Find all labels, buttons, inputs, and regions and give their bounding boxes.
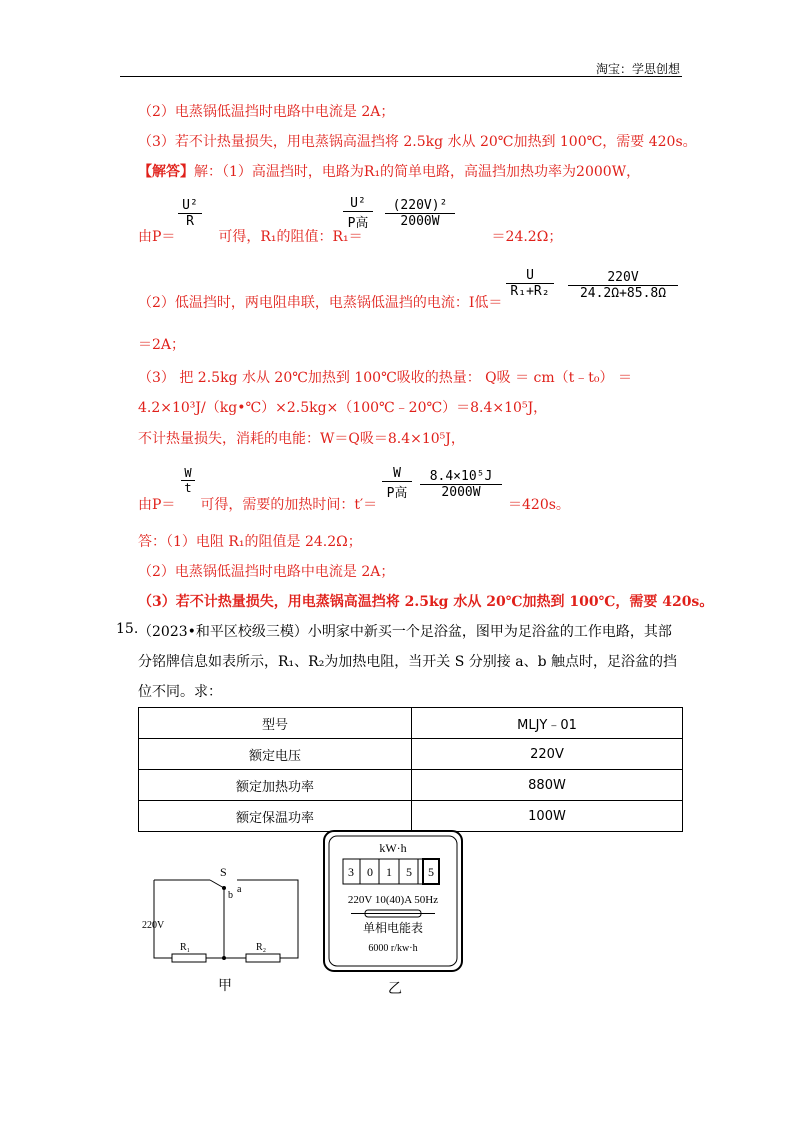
formula-2-line (138, 292, 502, 312)
formula-1-fraction (178, 198, 202, 229)
table-row (139, 739, 683, 770)
formula-1-result: ＝24.2Ω； (491, 229, 563, 245)
meter-caption: 乙 (388, 982, 402, 997)
formula-1-mid: 可得，R₁的阻值：R₁＝ (218, 229, 363, 245)
meter-name: 单相电能表 (362, 921, 424, 935)
table-cell: 型号 (139, 708, 412, 739)
part-3-line-3: 不计热量损失，消耗的电能：W＝Q吸＝8.4×10⁵J， (138, 431, 465, 447)
meter-constant: 6000 r/kw·h (368, 943, 418, 954)
answer-summary-1: 答：（1）电阻 R₁的阻值是 24.2Ω； (138, 534, 362, 550)
answer-summary-2: （2）电蒸锅低温挡时电路中电流是 2A； (138, 564, 395, 580)
formula-1-denominator: R (186, 214, 194, 229)
formula-2-denominator: R₁+R₂ (510, 284, 550, 299)
question-number: 15. (116, 621, 139, 637)
formula-1-prefix: 由P＝ (138, 229, 176, 245)
formula-2b-denominator: 24.2Ω+85.8Ω (579, 286, 667, 301)
energy-meter (323, 830, 463, 1000)
solution-tag: 【解答】 (138, 164, 194, 180)
formula-3-prefix: 由P＝ (138, 497, 176, 513)
formula-1b-fraction (343, 196, 373, 231)
formula-3-fraction (181, 466, 195, 495)
formula-3-line (138, 494, 377, 514)
table-row (139, 770, 683, 801)
meter-rating: 220V 10(40)A 50Hz (347, 894, 439, 906)
part-3-line-2: 4.2×10³J/（kg•℃）×2.5kg×（100℃﹣20℃）＝8.4×10⁵J， (138, 400, 548, 416)
r1-label: R₁ (180, 942, 191, 953)
formula-3c-denominator: 2000W (441, 485, 481, 500)
formula-1c-numerator: (220V)² (392, 198, 448, 213)
table-row (139, 801, 683, 832)
formula-3b-numerator: W (393, 466, 401, 481)
table-cell: 额定保温功率 (139, 801, 412, 832)
formula-1b-numerator: U² (350, 196, 366, 211)
solution-intro: 解：（1）高温挡时，电路为R₁的简单电路，高温挡加热功率为2000W， (194, 164, 641, 180)
voltage-label: 220V (142, 920, 165, 931)
table-row (139, 708, 683, 739)
meter-digit: 1 (386, 865, 392, 879)
header-shop: 淘宝：学思创想 (595, 62, 680, 76)
formula-3c-numerator: 8.4×10⁵J (429, 469, 493, 484)
circuit-caption: 甲 (218, 979, 232, 994)
meter-unit: kW·h (379, 841, 407, 855)
formula-3-numerator: W (184, 466, 192, 480)
switch-label: S (220, 865, 227, 879)
question-line-2: 分铭牌信息如表所示，R₁、R₂为加热电阻，当开关 S 分别接 a、b 触点时，足浴盆的挡 (138, 654, 678, 670)
question-line-3: 位不同。求： (138, 684, 222, 700)
formula-2b-fraction (568, 270, 678, 301)
part-3-line-1: （3） 把 2.5kg 水从 20℃加热到 100℃吸收的热量： Q吸 ＝ cm（t﹣t₀） ＝ (138, 370, 632, 386)
meter-digit: 3 (348, 865, 354, 879)
formula-2b-numerator: 220V (607, 270, 639, 285)
formula-1b-denominator: P高 (347, 216, 369, 231)
formula-1c-denominator: 2000W (400, 214, 440, 229)
meter-digit: 0 (367, 865, 373, 879)
part-2-prefix: （2）低温挡时，两电阻串联，电蒸锅低温挡的电流：I低＝ (138, 295, 503, 311)
table-cell: 额定加热功率 (139, 770, 412, 801)
table-cell: MLJY﹣01 (412, 708, 683, 739)
answer-line-2: （2）电蒸锅低温挡时电路中电流是 2A； (138, 104, 395, 120)
meter-digit: 5 (406, 865, 412, 879)
formula-3c-fraction (420, 469, 502, 500)
part-2-result: ＝2A； (138, 337, 186, 353)
meter-digit: 5 (428, 865, 434, 879)
formula-3b-denominator: P高 (386, 486, 408, 501)
circuit-diagram (140, 858, 310, 998)
formula-1-numerator: U² (182, 198, 198, 213)
formula-3b-fraction (382, 466, 412, 501)
answer-summary-3: （3）若不计热量损失，用电蒸锅高温挡将 2.5kg 水从 20℃加热到 100℃，需要 420s。 (138, 594, 714, 610)
contact-a-label: a (237, 884, 242, 895)
table-cell: 220V (412, 739, 683, 770)
table-cell: 100W (412, 801, 683, 832)
header-rule (120, 76, 682, 77)
contact-b-label: b (228, 890, 233, 901)
formula-1c-fraction (385, 198, 455, 229)
r2-label: R₂ (256, 942, 267, 953)
formula-2-numerator: U (526, 268, 534, 283)
table-cell: 880W (412, 770, 683, 801)
formula-3-mid: 可得，需要的加热时间：t′＝ (200, 497, 378, 513)
answer-line-3: （3）若不计热量损失，用电蒸锅高温挡将 2.5kg 水从 20℃加热到 100℃，需要 420s。 (138, 134, 697, 150)
solution-intro-line (138, 161, 640, 181)
table-cell: 额定电压 (139, 739, 412, 770)
formula-2-fraction (506, 268, 554, 299)
formula-3-denominator: t (184, 481, 192, 495)
question-line-1: （2023•和平区校级三模）小明家中新买一个足浴盆，图甲为足浴盆的工作电路，其部 (138, 624, 672, 640)
spec-table (138, 707, 683, 832)
formula-3-result: ＝420s。 (508, 497, 570, 513)
